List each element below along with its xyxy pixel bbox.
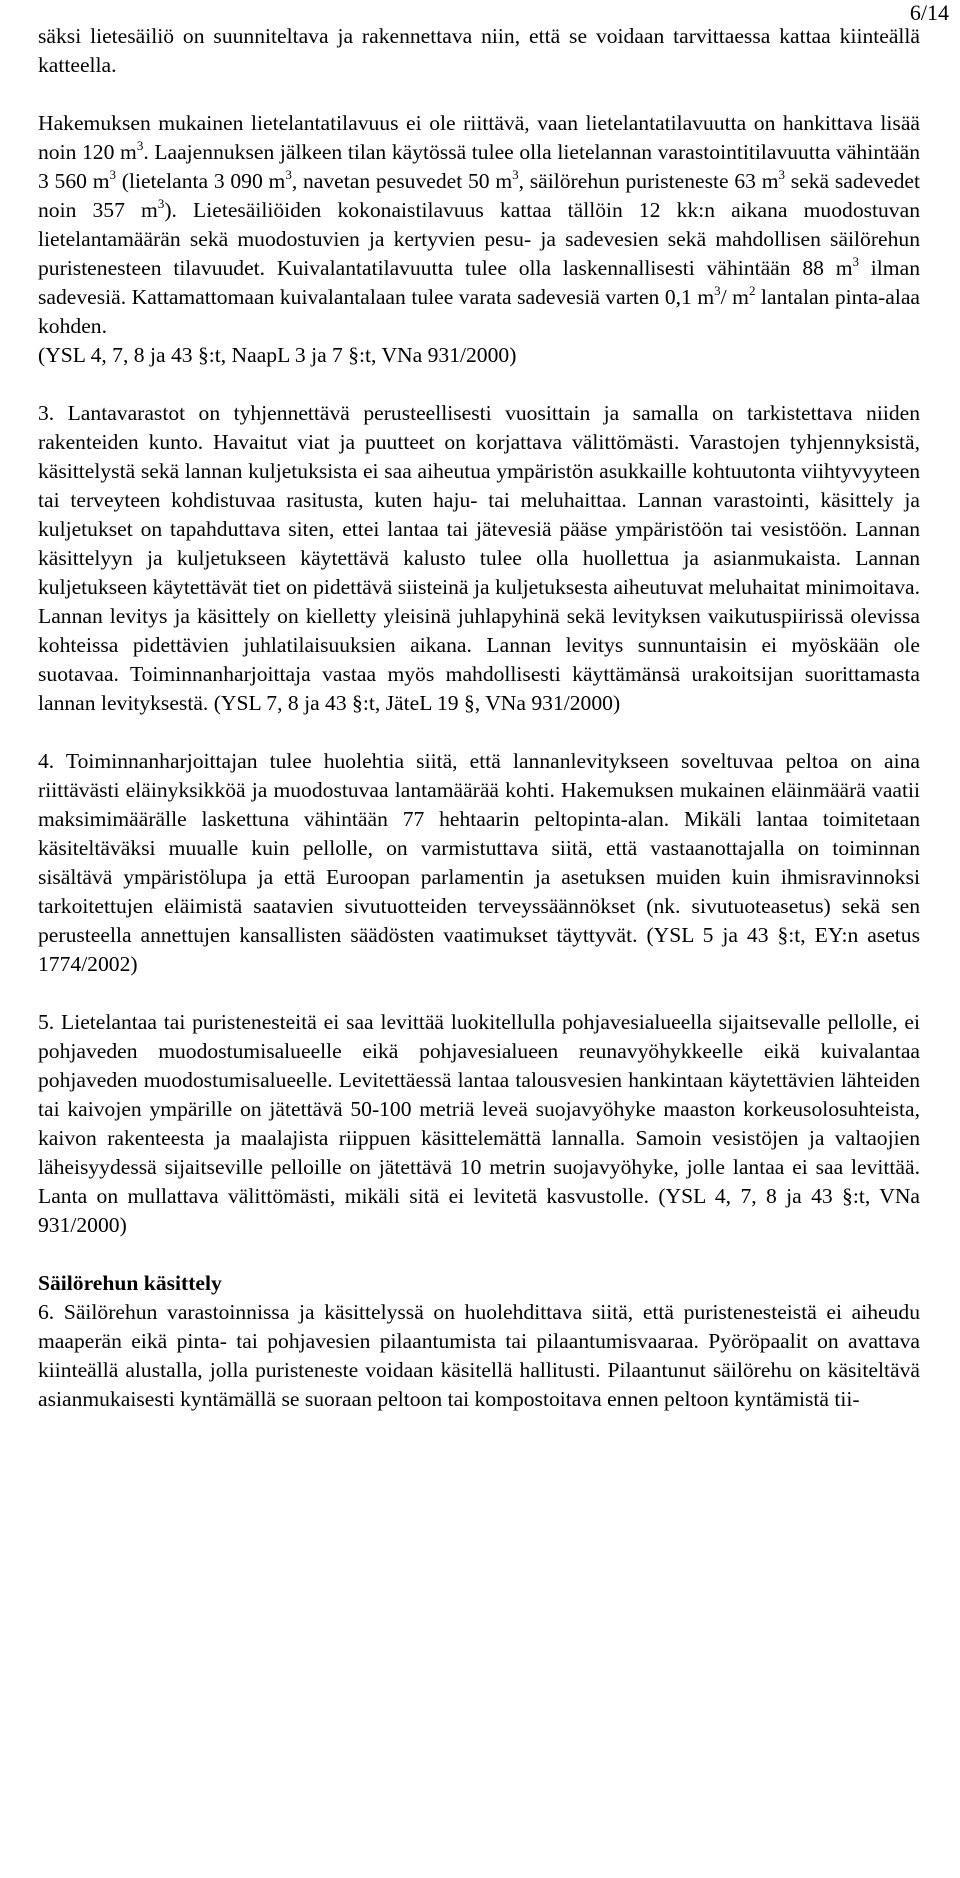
text-run: Hakemuksen mukainen lietelantatilavuus ei ole riittävä, vaan lietelantatilavuutta on hankittava lisää noin 120 m	[38, 111, 920, 164]
page-number: 6/14	[909, 0, 949, 25]
section-heading: Säilörehun käsittely	[38, 1271, 222, 1295]
text-run: sekä sadevedet noin 357 m	[38, 169, 921, 222]
superscript: 3	[512, 167, 519, 182]
text-run: (lietelanta 3 090 m	[116, 169, 286, 193]
document-body	[38, 22, 920, 1414]
paragraph-capacity	[38, 109, 920, 341]
text-run: ). Lietesäiliöiden kokonaistilavuus kattaa tällöin 12 kk:n aikana muodostuvan lietelantamäärän sekä muodostuvien ja kertyvien pesu- ja sadevesien sekä mahdollisen säilörehun puristenesteen tilavuudet. Kuivalantatilavuutta tulee olla laskennallisesti vähintään 88 m	[38, 198, 920, 280]
superscript: 3	[285, 167, 292, 182]
superscript: 3	[136, 138, 144, 153]
superscript: 3	[714, 283, 721, 298]
superscript: 2	[748, 283, 756, 298]
paragraph-item-6: 6. Säilörehun varastoinnissa ja käsittelyssä on huolehdittava siitä, että puristenesteistä ei aiheudu maaperän eikä pinta- tai pohjavesien pilaantumista tai pilaantumisvaaraa. Pyöröpaalit on avattava kiinteällä alustalla, jolla puristeneste voidaan käsitellä hallitusti. Pilaantunut säilörehu on käsiteltävä asianmukaisesti kyntämällä se suoraan peltoon tai kompostoitava ennen peltoon kyntämistä tii-	[38, 1300, 920, 1411]
text-run: . Laajennuksen jälkeen tilan käytössä tulee olla lietelannan varastointitilavuutta vähintään 3 560 m	[38, 140, 920, 193]
paragraph-item-3: 3. Lantavarastot on tyhjennettävä perusteellisesti vuosittain ja samalla on tarkistettava niiden rakenteiden kunto. Havaitut viat ja puutteet on korjattava välittömästi. Varastojen tyhjennyksistä, käsittelystä sekä lannan kuljetuksista ei saa aiheutua ympäristön asukkaille kohtuutonta viihtyvyyteen tai terveyteen kohdistuvaa rasitusta, kuten haju- tai meluhaittaa. Lannan varastointi, käsittely ja kuljetukset on tapahduttava siten, ettei lantaa tai jätevesiä pääse ympäristöön tai vesistöön. Lannan käsittelyyn ja kuljetukseen käytettävä kalusto tulee olla huollettua ja asianmukaista. Lannan kuljetukseen käytettävät tiet on pidettävä siisteinä ja kuljetuksesta aiheutuvat meluhaitat minimoitava. Lannan levitys ja käsittely on kielletty yleisinä juhlapyhinä sekä levityksen vaikutuspiirissä olevissa kohteissa pidettävien juhlatilaisuuksien aikana. Lannan levitys sunnuntaisin ei myöskään ole suotavaa. Toiminnanharjoittaja vastaa myös mahdollisesti käyttämänsä urakoitsijan suorittamasta lannan levityksestä. (YSL 7, 8 ja 43 §:t, JäteL 19 §, VNa 931/2000)	[38, 401, 920, 715]
text-run: ilman sadevesiä. Kattamattomaan kuivalantalaan tulee varata sadevesiä varten 0,1 m	[38, 256, 920, 309]
paragraph-item-4: 4. Toiminnanharjoittajan tulee huolehtia siitä, että lannanlevitykseen soveltuvaa peltoa on aina riittävästi eläinyksikköä ja muodostuvaa lantamäärää kohti. Hakemuksen mukainen eläinmäärä vaatii maksimimäärälle laskettuna vähintään 77 hehtaarin peltopinta-alan. Mikäli lantaa toimitetaan käsiteltäväksi muualle kuin pellolle, on varmistuttava siitä, että vastaanottajalla on toiminnan sisältävä ympäristölupa ja että Euroopan parlamentin ja asetuksen muiden kuin ihmisravinnoksi tarkoitettujen eläimistä saatavien sivutuotteiden terveyssäännökset (nk. sivutuoteasetus) sekä sen perusteella annettujen kansallisten säädösten vaatimukset täyttyvät. (YSL 5 ja 43 §:t, EY:n asetus 1774/2002)	[38, 749, 920, 976]
superscript: 3	[157, 196, 165, 211]
superscript: 3	[109, 167, 116, 182]
paragraph-reference: (YSL 4, 7, 8 ja 43 §:t, NaapL 3 ja 7 §:t, VNa 931/2000)	[38, 343, 517, 367]
paragraph-intro: säksi lietesäiliö on suunniteltava ja rakennettava niin, että se voidaan tarvittaessa kattaa kiinteällä katteella.	[38, 24, 920, 77]
superscript: 3	[778, 167, 786, 182]
paragraph-item-5: 5. Lietelantaa tai puristenesteitä ei saa levittää luokitellulla pohjavesialueella sijaitsevalle pellolle, ei pohjaveden muodostumisalueelle eikä pohjavesialueen reunavyöhykkeelle eikä kuivalantaa pohjaveden muodostumisalueelle. Levitettäessä lantaa talousvesien hankintaan käytettävien lähteiden tai kaivojen ympärille on jätettävä 50-100 metriä leveä suojavyöhyke maaston korkeusolosuhteista, kaivon rakenteesta ja maalajista riippuen käsittelemättä lannalla. Samoin vesistöjen ja valtaojien läheisyydessä sijaitseville pelloille on jätettävä 10 metrin suojavyöhyke, jolle lantaa ei saa levittää. Lanta on mullattava välittömästi, mikäli sitä ei levitetä kasvustolle. (YSL 4, 7, 8 ja 43 §:t, VNa 931/2000)	[38, 1010, 920, 1237]
superscript: 3	[852, 254, 860, 269]
text-run: , säilörehun puristeneste 63 m	[518, 169, 779, 193]
text-run: lantalan pinta-alaa kohden.	[38, 285, 920, 338]
text-run: , navetan pesuvedet 50 m	[291, 169, 513, 193]
text-run: / m	[720, 285, 749, 309]
